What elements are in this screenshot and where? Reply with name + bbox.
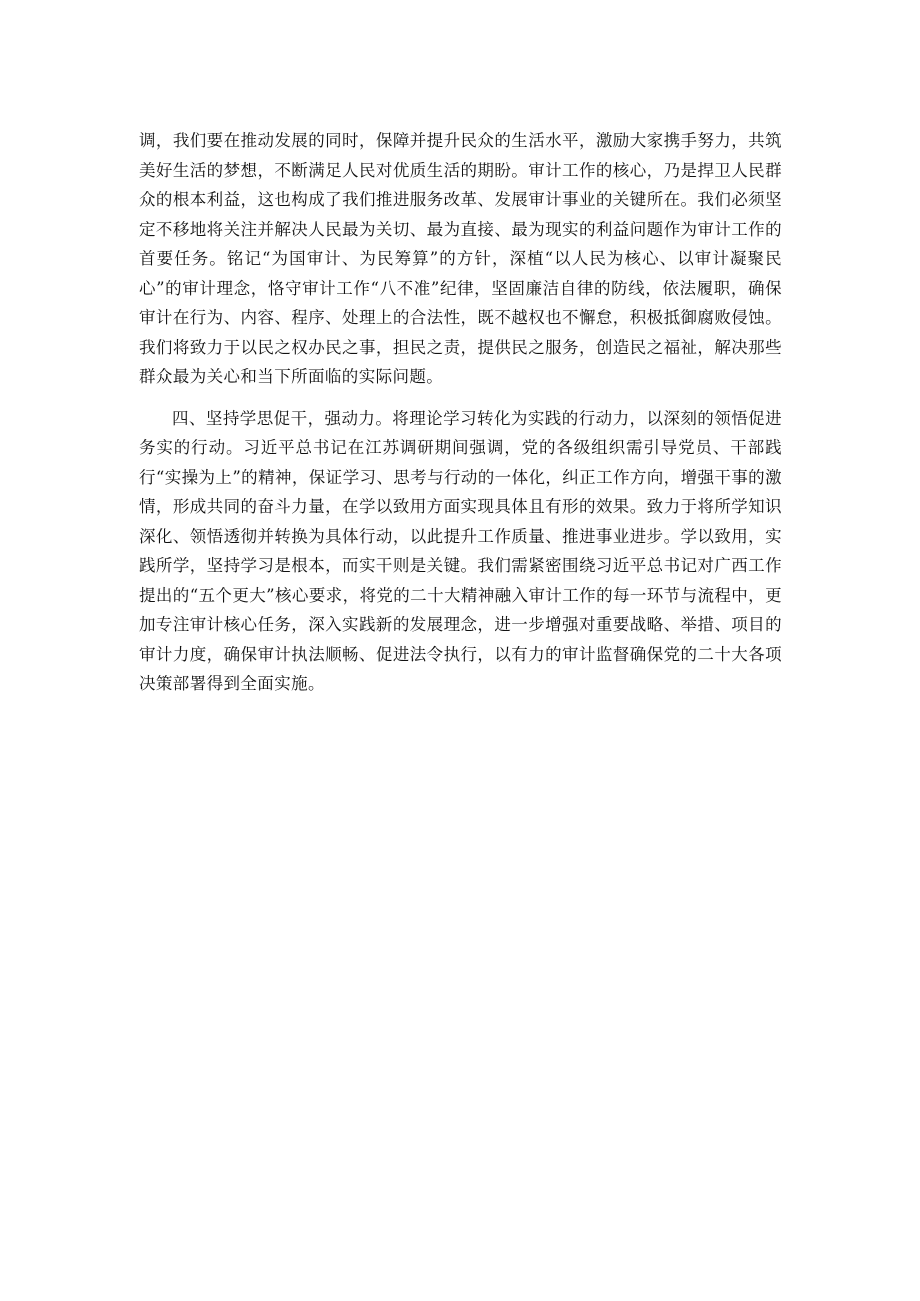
paragraph-section-four: 四、坚持学思促干，强动力。将理论学习转化为实践的行动力，以深刻的领悟促进务实的行动。习近平总书记在江苏调研期间强调，党的各级组织需引导党员、干部践行“实操为上”的精神，保证学习、思考与行动的一体化，纠正工作方向，增强干事的激情，形成共同的奋斗力量，在学以致用方面实现具体且有形的效果。致力于将所学知识深化、领悟透彻并转换为具体行动，以此提升工作质量、推进事业进步。学以致用，实践所学，坚持学习是根本，而实干则是关键。我们需紧密围绕习近平总书记对广西工作提出的“五个更大”核心要求，将党的二十大精神融入审计工作的每一环节与流程中，更加专注审计核心任务，深入实践新的发展理念，进一步增强对重要战略、举措、项目的审计力度，确保审计执法顺畅、促进法令执行，以有力的审计监督确保党的二十大各项决策部署得到全面实施。 <box>139 408 782 693</box>
paragraph-continuation: 调，我们要在推动发展的同时，保障并提升民众的生活水平，激励大家携手努力，共筑美好生活的梦想，不断满足人民对优质生活的期盼。审计工作的核心，乃是捍卫人民群众的根本利益，这也构成了我们推进服务改革、发展审计事业的关键所在。我们必须坚定不移地将关注并解决人民最为关切、最为直接、最为现实的利益问题作为审计工作的首要任务。铭记“为国审计、为民筹算”的方针，深植“以人民为核心、以审计凝聚民心”的审计理念，恪守审计工作“八不准”纪律，坚固廉洁自律的防线，依法履职，确保审计在行为、内容、程序、处理上的合法性，既不越权也不懈怠，积极抵御腐败侵蚀。我们将致力于以民之权办民之事，担民之责，提供民之服务，创造民之福祉，解决那些群众最为关心和当下所面临的实际问题。 <box>139 131 782 386</box>
document-body <box>139 126 782 699</box>
